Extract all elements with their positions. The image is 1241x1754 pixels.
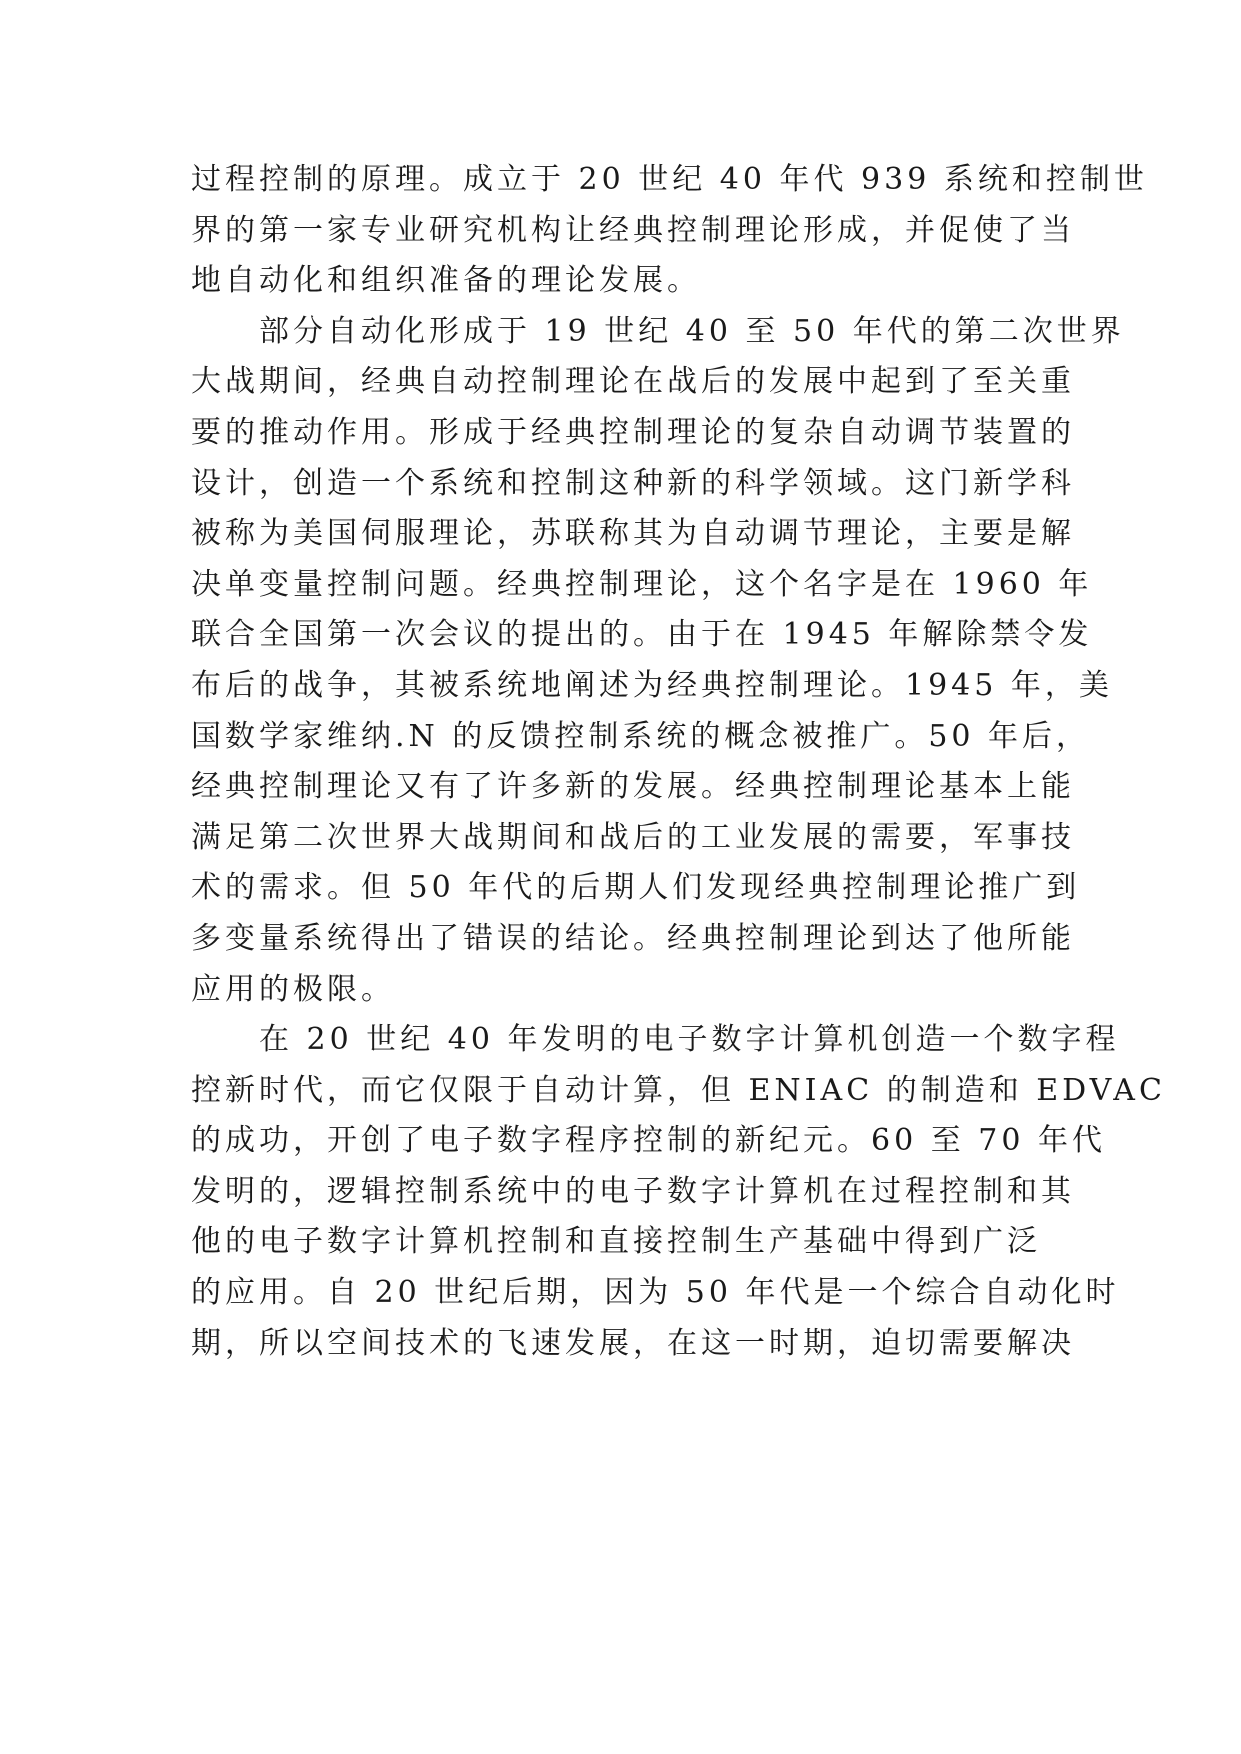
- text-line: 界的第一家专业研究机构让经典控制理论形成，并促使了当: [191, 212, 1075, 248]
- paragraph-1: [191, 155, 1148, 307]
- text-line: 控新时代，而它仅限于自动计算，但 ENIAC 的制造和 EDVAC: [191, 1072, 1166, 1108]
- text-line: 在 20 世纪 40 年发明的电子数字计算机创造一个数字程: [259, 1022, 1120, 1058]
- text-line: 设计，创造一个系统和控制这种新的科学领域。这门新学科: [191, 465, 1075, 501]
- paragraph-2: [191, 307, 1125, 1015]
- text-line: 地自动化和组织准备的理论发展。: [191, 263, 701, 299]
- text-line: 过程控制的原理。成立于 20 世纪 40 年代 939 系统和控制世: [191, 162, 1148, 197]
- text-line: 他的电子数字计算机控制和直接控制生产基础中得到广泛: [191, 1224, 1041, 1260]
- text-line: 满足第二次世界大战期间和战后的工业发展的需要，军事技: [191, 819, 1075, 855]
- body-text: [191, 155, 1166, 1369]
- paragraph-3: [191, 1015, 1166, 1369]
- text-line: 的应用。自 20 世纪后期，因为 50 年代是一个综合自动化时: [191, 1275, 1120, 1311]
- text-line: 部分自动化形成于 19 世纪 40 至 50 年代的第二次世界: [259, 313, 1125, 349]
- text-line: 决单变量控制问题。经典控制理论，这个名字是在 1960 年: [191, 566, 1093, 602]
- text-line: 的成功，开创了电子数字程序控制的新纪元。60 至 70 年代: [191, 1123, 1106, 1159]
- text-line: 大战期间，经典自动控制理论在战后的发展中起到了至关重: [191, 364, 1075, 400]
- text-line: 联合全国第一次会议的提出的。由于在 1945 年解除禁令发: [191, 617, 1093, 653]
- text-line: 多变量系统得出了错误的结论。经典控制理论到达了他所能: [191, 920, 1075, 956]
- text-line: 布后的战争，其被系统地阐述为经典控制理论。1945 年，美: [191, 667, 1113, 703]
- text-line: 国数学家维纳.N 的反馈控制系统的概念被推广。50 年后，: [191, 718, 1091, 754]
- text-line: 术的需求。但 50 年代的后期人们发现经典控制理论推广到: [191, 870, 1081, 906]
- text-line: 应用的极限。: [191, 971, 395, 1007]
- text-line: 要的推动作用。形成于经典控制理论的复杂自动调节装置的: [191, 414, 1075, 450]
- text-line: 经典控制理论又有了许多新的发展。经典控制理论基本上能: [191, 769, 1075, 805]
- text-line: 发明的，逻辑控制系统中的电子数字计算机在过程控制和其: [191, 1173, 1075, 1209]
- text-line: 期，所以空间技术的飞速发展，在这一时期，迫切需要解决: [191, 1325, 1075, 1361]
- text-line: 被称为美国伺服理论，苏联称其为自动调节理论，主要是解: [191, 516, 1075, 552]
